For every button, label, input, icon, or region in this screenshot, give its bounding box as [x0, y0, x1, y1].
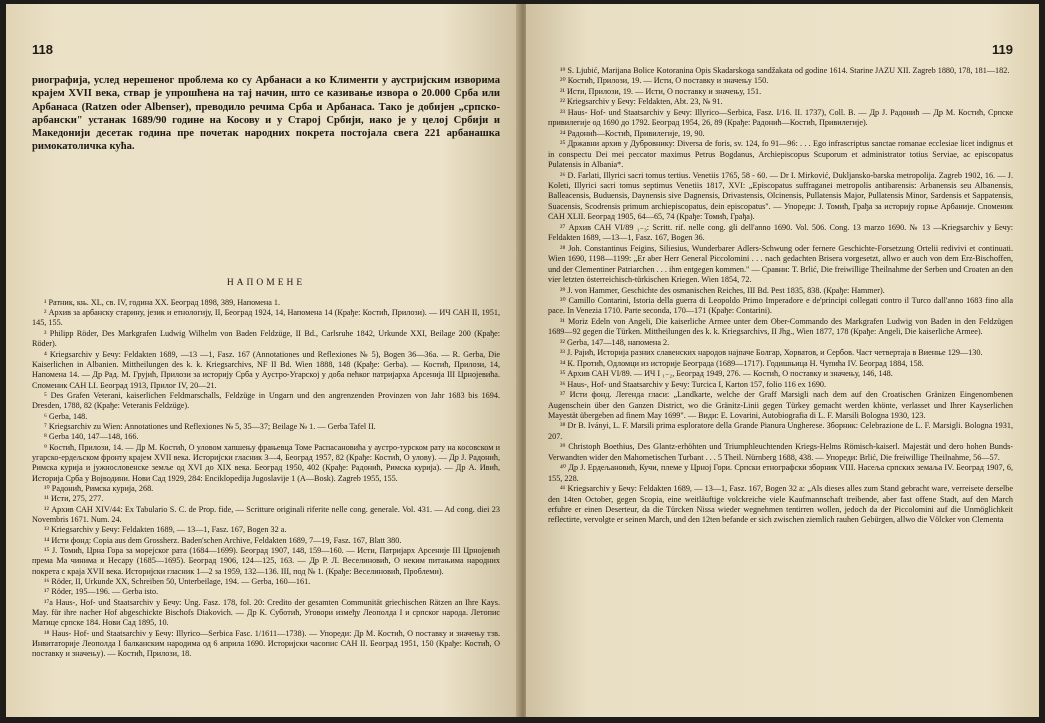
footnote: ³⁷ Исти фонд. Легенда гласи: „Landkarte, welche der Graff Marsigli nach dem auf den Croatischen Gränizen Eingenombenen Augenschein über den Ganzen District, wo die Gränitz-Linii gegen Türkey gemacht werden khönte, verlasset und Ihrer Kayserlichen Mayestät übergeben ad finem May 1699". — Види: E. Lovarini, Autobiografia di L. F. Marsili Bologna 1930, 123.	[548, 390, 1013, 420]
footnote: ³² Gerba, 147—148, напомена 2.	[560, 337, 670, 347]
footnote: ⁵ Des Grafen Veterani, kaiserlichen Feldmarschalls, Feldzüge in Ungarn und den angrenzenden Provinzen von Jahr 1683 bis 1694. Dresden, 1788, 82 (Крађе: Veteranis Feldzüge).	[32, 390, 500, 411]
footnote: ¹⁹ S. Ljubić, Marijana Bolice Kotoranina Opis Skadarskoga sandžakata od godine 1614. Starine JAZU XII. Zagreb 1880, 178, 181—182.	[560, 66, 1010, 75]
left-page	[6, 4, 520, 717]
footnote: ²⁹ J. von Hammer, Geschichte des osmanischen Reiches, III Bd. Pest 1835, 838. (Крађе: Hammer).	[560, 285, 885, 295]
notes-list	[32, 298, 500, 660]
body-paragraph: риографија, услед нерешеног проблема ко су Арбанаси а ко Клименти у аустријским изворима крајем XVII века, ствар је упрошћена на тај начин, што се казивање извора о 20.000 Срба или Арбанаса (Ratzen oder Albenser), преводило речима Срба и Арбанаса. Тако је добијен „српско-арбански" устанак 1689/90 године на Косову и у Старој Србији, иако је у целој Србији и Македонији десетак година пре почетак народних покрета постојала свега 221 арбанашка римокатоличка кућа.	[32, 75, 500, 153]
footnote: ³⁰ Camillo Contarini, Istoria della guerra di Leopoldo Primo Imperadore e de'principi collegati contro il Turco dall'anno 1683 fino alla pace. In Venezia 1710. Parte seconda, 170—171 (Крађе: Contarini).	[548, 295, 1013, 316]
footnote: ⁷ Kriegsarchiv zu Wien: Annotationes und Reflexiones № 5, 35—37; Beilage № 1. — Gerba Tafel II.	[44, 421, 376, 431]
right-page	[526, 4, 1039, 717]
notes-heading: НАПОМЕНЕ	[226, 277, 306, 288]
page-number: 118	[32, 42, 53, 57]
footnote: ²³ Haus- Hof- und Staatsarchiv у Бечу: Illyrico—Serbica, Fasz. I/16. II. 1737), Coll. B. — Др J. Радонић — Др М. Костић, Српске привилегије од 1690 до 1792. Београд 1954, 26, 89 (Крађе: Радонић—Костић, Привилегије).	[548, 107, 1013, 128]
footnote: ⁴ Kriegsarchiv у Бечу: Feldakten 1689, —13 —1, Fasz. 167 (Annotationes und Reflexiones № 5), Bogen 36—36a. — R. Gerba, Die Kaiserlichen in Albanien. Mittheilungen des k. k. Kriegsarchivs, NF II Bd. Wien 1888, 148 (Крађе: Gerba). — Костић, Прилози, 14, Напомена 14. — Др Рад. М. Грујић, Прилози за историју Срба у Аустро-Угарској у доба пећког патријарха Арсенија III Црнојевића. Споменик САН LI. Београд 1913, Прилог IV, 20—21.	[32, 349, 500, 390]
footnote: ¹⁷a Haus-, Hof- und Staatsarchiv у Бечу: Ung. Fasz. 178, fol. 20: Credito der gesamten Communität griechischen Rätzen an Ihre Kays. May. für ihre nacher Hof abgeschickte Bischofs Diakovich. — Др К. Суботић, Уговори између Леополда I и српског народа. Летопис Матице српске 184. Нови Сад 1895, 10.	[32, 597, 500, 628]
footnote: ²⁰ Костић, Прилози, 19. — Исти, О поставку и значењу 150.	[560, 76, 769, 86]
footnote: ³ Philipp Röder, Des Markgrafen Ludwig Wilhelm von Baden Feldzüge, II Bd., Carlsruhe 1842, Urkunde XXI, Beilage 200 (Крађе: Röder).	[32, 328, 500, 349]
footnote: ³⁶ Haus-, Hof- und Staatsarchiv у Бечу: Turcica I, Karton 157, folio 116 ex 1690.	[560, 379, 827, 389]
footnote: ³¹ Moriz Edeln von Angeli, Die kaiserliche Armee unter dem Ober-Commando des Markgrafen Ludwig von Baden in den Feldzügen 1689—92 gegen die Türken. Mittheilungen des k. k. Kriegsarchivs, II Jhg., Wien 1877, 178 (Крађе: Angeli, Die kaiserliche Armee).	[548, 316, 1013, 337]
page-number: 119	[992, 42, 1013, 57]
footnote: ²⁸ Joh. Constantinus Feigins, Siliesius, Wunderbarer Adlers-Schwung oder fernere Geschichte-Forsetzung Ortelii redivivi et continuati. Wien 1690, 1198—1199: „Er aber Herr General Piccolomini . . . nach gedachten Brisera vorgesetzt, allwo er auch von dem Erz-Bischoffen, und der Clementiner Patriarchen . . . ihm entgegen kommen." — Сравни: T. Brlić, Die freiwillige Theilnahme der Serben und Croaten an den vier letzten österreichisch-türkischen Kriegen. Wien 1854, 72.	[548, 243, 1013, 285]
footnote: ²⁴ Радонић—Костић, Привилегије, 19, 90.	[560, 128, 705, 138]
footnote: ²¹ Исти, Прилози, 19. — Исти, О поставку и значењу, 151.	[560, 86, 762, 96]
footnote: ¹⁰ Радонић, Римска курија, 268.	[44, 483, 154, 493]
footnote: ¹⁸ Haus- Hof- und Staatsarchiv у Бечу: Illyrico—Serbica Fasc. 1/1611—1738). — Упореди: Др М. Костић, О поставку и значењу тзв. Инвитаторије Леополда I балканским народима од 6 априла 1690. Историјски часопис САН II. Београд 1951, 150 (Крађе: Костић, О поставку и значењу). — Костић, Прилози, 18.	[32, 628, 500, 659]
footnote: ³⁴ К. Протић, Одломци из историје Београда (1689—1717). Годишњица Н. Чупића IV. Београд 1884, 158.	[560, 358, 924, 368]
footnote: ²² Kriegsarchiv у Бечу: Feldakten, Abt. 23, № 91.	[560, 97, 723, 107]
footnote: ²⁶ D. Farlati, Illyrici sacri tomus tertius. Venetiis 1765, 58 - 60. — Dr I. Mirković, Dukljansko-barska metropolija. Zagreb 1902, 16. — J. Koleti, Illyrici sacri tomus septimus Venetiis 1817, XVI: „Episcopatus suffraganei metropolis antibarensis: Arbanensis seu Albanensis, Balleacensis, Buduensis, Daynensis sive Dagnensis, Drivastensis, Olcinensis, Pullatensis Major, Pullatensis Minor, Sardensis et Sappatensis, Suacensis, Scodrensis primum archiepiscopatus, dein episcopatus". — Упореди: J. Томић, Грађа за историју горње Арбаније. Споменик САН XLII. Београд 1905, 64—65, 74 (Крађе: Томић, Грађа).	[548, 170, 1013, 222]
footnote: ² Архив за арбанску старину, језик и етнологију, II, Београд 1924, 14, Напомена 14 (Крађе: Костић, Прилози). — ИЧ САН II, 1951, 145, 155.	[32, 308, 500, 328]
footnote: ¹ Ратник, књ. XL, св. IV, година XX. Београд 1898, 389, Напомена 1.	[44, 297, 281, 307]
footnote: ¹¹ Исти, 275, 277.	[44, 494, 104, 504]
notes-list	[548, 66, 1013, 526]
footnote: ¹³ Kriegsarchiv у Бечу: Feldakten 1689, — 13—1, Fasz. 167, Bogen 32 a.	[44, 525, 287, 535]
footnote: ¹⁵ J. Томић, Црна Гора за морејског рата (1684—1699). Београд 1907, 148, 159—160. — Исти, Патријарх Арсеније III Црнојевић према Ма чинима и Несару (1685—1695). Београд 1906, 124—125, 163. — Др Р. Л. Веселиновић, О неким питањима народних покрета с краја XVII века. Историјски гласник 1—2 за 1959, 132—136. III, под № 1. (Крађе: Веселиновић, Проблеми).	[32, 546, 500, 576]
footnote: ¹⁶ Röder, II, Urkunde XX, Schreiben 50, Unterbeilage, 194. — Gerba, 160—161.	[44, 577, 311, 587]
footnote: ³⁹ Christoph Boethius, Des Glantz-erhöhten und Triumphleuchtenden Kriegs-Helms Römisch-kaiserl. Majestät und dero hohen Bunds-Verwandten wider den Mahometischen Turbant . . . 5 Theil. Nürnberg 1688, 438. — Упореди: Brlić, Die freiwillige Theilnahme, 56—57.	[548, 442, 1013, 462]
footnote: ³⁸ Dr B. Iványi, L. F. Marsili prima esploratore della Grande Pianura Ungherese. Зборник: Celebrazione de L. F. Marsigli. Bologna 1931, 207.	[548, 421, 1013, 441]
footnote: ³⁵ Архив САН VI/89. — ИЧ I ₁₋₂, Београд 1949, 276. — Костић, О поставку и значењу, 146, 148.	[560, 369, 893, 379]
footnote: ¹² Архив САН XIV/44: Ex Tabulario S. C. de Prop. fide, — Scritture originali riferite nelle cong. generale. Vol. 431. — Ad cong. diei 23 Novembris 1671. Num. 24.	[32, 504, 500, 524]
book-spread	[6, 4, 1039, 717]
footnote: ⁴¹ Kriegsarchiv у Бечу: Feldakten 1689, — 13—1, Fasz. 167, Bogen 32 a: „Als dieses alles zum Stand gebracht ware, verreisete derselbe den 14ten October, gegen Scopia, eine weitläuftige volckreiche viele Kaufmannschaft treibende, aber fast offene Stadt, auf den March erfuhre er einen Deserteur, da die Türcken Nissa wieder wegnehmen tentirren wollen, jedoch da der Piccolomini auf die Unmöglichkeit reflectirte, vervolgte er seinen March, und den 12ten befande er sich zwischen ziemlich rauhen Gebürgen, allwo die Völcker von Clementa	[548, 484, 1013, 525]
footnote: ⁹ Костић, Прилози, 14. — Др М. Костић, О уловом хапшењу фрањевца Томе Распасановића у аустро-турском рату на косовском и угарско-ердељском фронту крајем XVII века. Историјски гласник 3—4, Београд 1957, 82 (Крађе: Костић, О улову). — Др Ј. Радонић, Римска курија и јужнословенске земље од XVI до XIX века. Београд 1950, 402 (Крађе: Радонић, Римска курија). — Др А. Ивић, Историја Срба у Војводини. Нови Сад 1929, 284: Enciklopedija Jugoslavije 1 (A—Bosk). Zagreb 1955, 155.	[32, 442, 500, 483]
footnote: ⁶ Gerba, 148.	[44, 411, 88, 421]
footnote: ¹⁴ Исти фонд: Copia aus dem Grossherz. Baden'schen Archive, Feldakten 1689, 7—19, Fasz. 167, Blatt 380.	[44, 535, 402, 545]
footnote: ⁸ Gerba 140, 147—148, 166.	[44, 432, 139, 442]
footnote: ³³ J. Рајић, Историја разних славенских народов најпаче Болгар, Хорватов, и Сербов. Част четвертаја в Виенње 129—130.	[560, 348, 983, 358]
footnote: ²⁵ Државни архив у Дубровнику: Diversa de foris, sv. 124, fo 91—96: . . . Ego infrascriptus sanctae romanae ecclesiae licet indignus et in conspectu Dei mei peccator maximus Petrus Bogdanus, Archiepiscopus Scuporum et administrator totius Serviae, ac episcopatus Pulatensis in Albania*.	[548, 139, 1013, 170]
footnote: ⁴⁰ Др J. Ердељановић, Кучи, племе у Црној Гори. Српски етнографски зборник VIII. Насеља српских земаља IV. Београд 1907, 6, 155, 228.	[548, 463, 1013, 483]
footnote: ¹⁷ Röder, 195—196. — Gerba isto.	[44, 587, 159, 597]
footnote: ²⁷ Архив САН VI/89 ₁₋₃: Scritt. rif. nelle cong. gli dell'anno 1690. Vol. 506. Cong. 13 marzo 1690. № 13 —Kriegsarchiv у Бечу: Feldakten 1689, —13—1, Fasz. 167, Bogen 36.	[548, 222, 1013, 243]
